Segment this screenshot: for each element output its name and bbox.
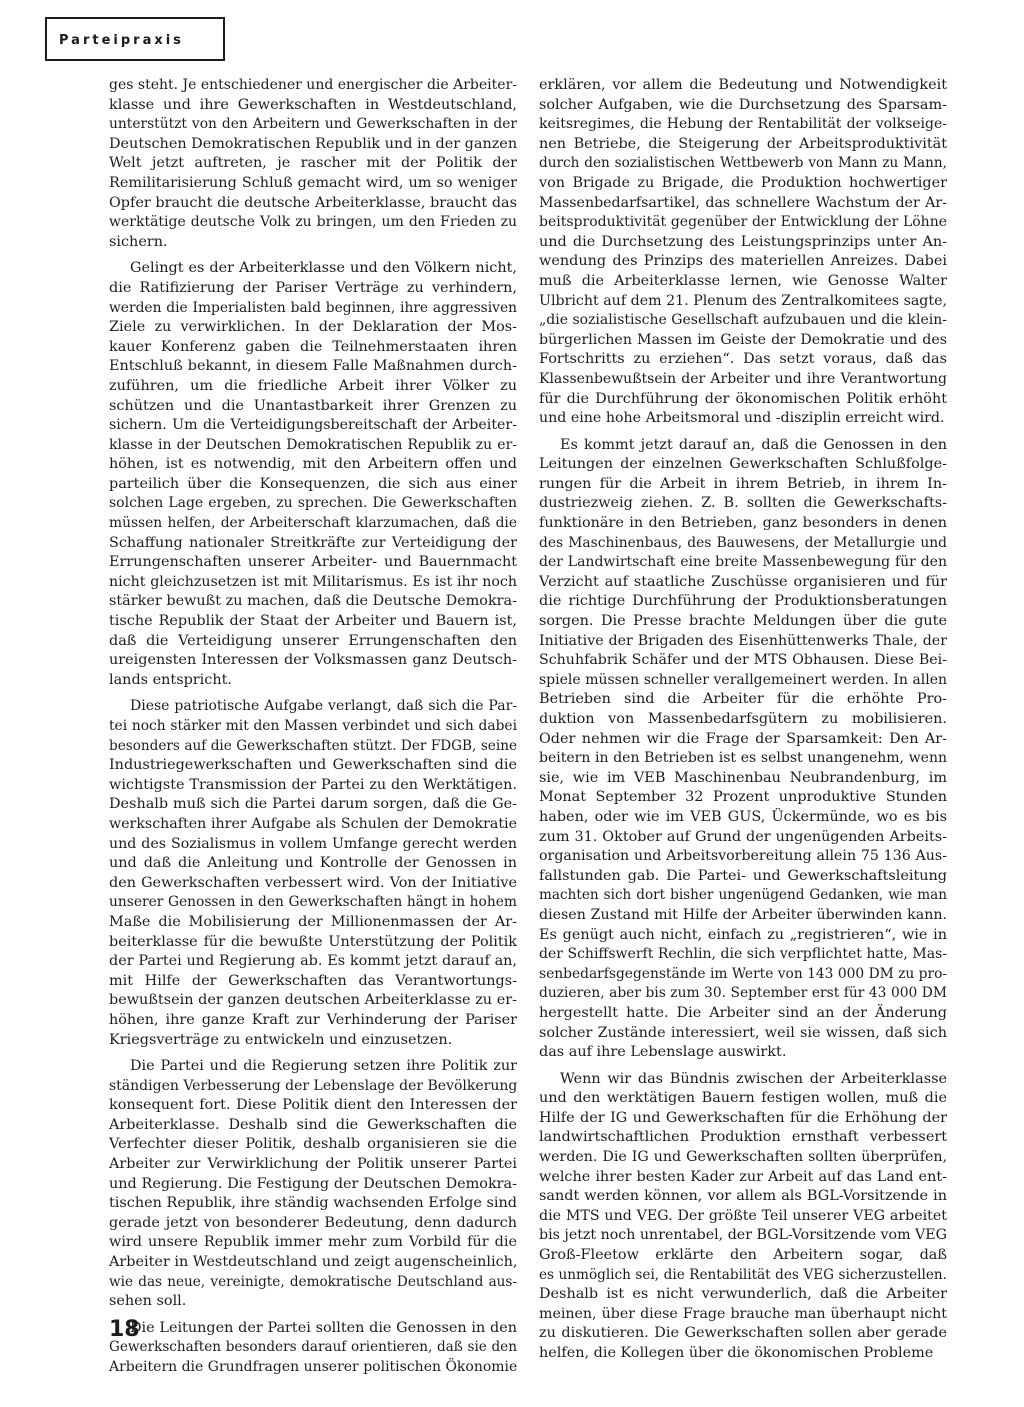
text-line: tei noch stärker mit den Massen verbindet und sich dabei	[109, 718, 517, 734]
text-line: meinen, über diese Frage brauche man überhaupt nicht	[539, 1305, 947, 1322]
text-line: es unmöglich sei, die Rentabilität des VEG sicherzustellen.	[539, 1266, 947, 1283]
text-line: sandt werden können, vor allem als BGL-Vorsitzende in	[539, 1188, 947, 1205]
text-line: beiterklasse für die bewußte Unterstützung der Politik	[109, 933, 517, 950]
text-line: die MTS und VEG. Der größte Teil unserer VEG arbeitet	[539, 1207, 947, 1224]
text-line: der Schiffswerft Rechlin, die sich verpflichtet hatte, Mas-	[539, 946, 947, 963]
section-label: Parteipraxis	[59, 33, 184, 48]
section-header-box	[45, 17, 225, 61]
text-line: das auf ihre Lebenslage auswirkt.	[539, 1044, 787, 1061]
text-line: für die Durchführung der ökonomischen Politik erhöht	[539, 390, 947, 407]
paragraph	[109, 259, 517, 690]
text-line: wichtigste Transmission der Partei zu den Werktätigen.	[109, 776, 517, 793]
text-line: Deshalb ist es nicht verwunderlich, daß die Arbeiter	[539, 1286, 947, 1303]
text-line: Deshalb muß sich die Partei darum sorgen, daß die Ge-	[109, 796, 517, 813]
text-line: tischen Republik, ihre ständig wachsenden Erfolge sind	[109, 1195, 517, 1212]
text-line: machten sich dort bisher ungenügend Gedanken, wie man	[539, 887, 947, 904]
text-line: Monat September 32 Prozent unproduktive Stunden	[539, 789, 947, 806]
text-line: Entschluß bekannt, in diesem Falle Maßnahmen durch-	[109, 358, 517, 375]
paragraph	[109, 697, 517, 1050]
page-number: 18	[109, 1317, 140, 1342]
text-line: duzieren, aber bis zum 30. September erst für 43 000 DM	[539, 985, 947, 1002]
text-line: klasse in der Deutschen Demokratischen Republik zu er-	[109, 436, 517, 453]
text-line: wird unsere Republik immer mehr zum Vorbild für die	[109, 1234, 517, 1251]
text-line: Maße die Mobilisierung der Millionenmassen der Ar-	[109, 913, 517, 930]
text-line: Remilitarisierung Schluß gemacht wird, um so weniger	[109, 174, 517, 191]
text-line: Hilfe der IG und Gewerkschaften für die Erhöhung der	[539, 1109, 947, 1126]
text-line: schützen und die Unantastbarkeit ihrer Grenzen zu	[109, 397, 517, 414]
text-line: klasse und ihre Gewerkschaften in Westdeutschland,	[109, 96, 517, 113]
text-line: lands entspricht.	[109, 671, 232, 688]
paragraph	[539, 1070, 947, 1364]
text-line: Klassenbewußtsein der Arbeiter und ihre Verantwortung	[539, 370, 947, 387]
text-line: gerade jetzt von besonderer Bedeutung, denn dadurch	[109, 1214, 517, 1231]
text-line: und eine hohe Arbeitsmoral und -disziplin erreicht wird.	[539, 410, 945, 427]
text-line: organisation und Arbeitsvorbereitung allein 75 136 Aus-	[539, 848, 947, 865]
text-line: ges steht. Je entschiedener und energischer die Arbeiter-	[109, 77, 517, 93]
text-line: Betrieben sind die Arbeiter für die erhöhte Pro-	[539, 691, 947, 708]
text-line: Arbeiter zur Verwirklichung der Politik unserer Partei	[109, 1156, 517, 1173]
text-line: sie, wie im VEB Maschinenbau Neubrandenburg, im	[539, 769, 947, 786]
text-line: diesen Zustand mit Hilfe der Arbeiter überwinden kann.	[539, 906, 947, 923]
text-line: die richtige Durchführung der Produktionsberatungen	[539, 593, 947, 610]
text-line: Verzicht auf staatliche Zuschüsse organisieren und für	[539, 573, 947, 590]
text-column-left	[109, 76, 517, 1385]
text-line: helfen, die Kollegen über die ökonomischen Probleme	[539, 1345, 934, 1361]
text-line: sichern. Um die Verteidigungsbereitschaft der Arbeiter-	[109, 417, 517, 434]
text-line: Arbeiter in Westdeutschland und zeigt augenscheinlich,	[109, 1254, 517, 1271]
text-line: sichern.	[109, 233, 168, 250]
text-line: Fortschritts zu erziehen“. Das setzt voraus, daß das	[539, 351, 947, 368]
text-line: Massenbedarfsartikel, das schnellere Wachstum der Ar-	[539, 194, 947, 211]
text-line: Gewerkschaften besonders darauf orientieren, daß sie den	[109, 1339, 517, 1356]
text-line: stärker bewußt zu machen, daß die Deutsche Demokra-	[109, 593, 517, 610]
text-line: Es kommt jetzt darauf an, daß die Genossen in den	[560, 436, 947, 453]
text-line: erklären, vor allem die Bedeutung und Notwendigkeit	[539, 77, 947, 93]
text-line: Oder nehmen wir die Frage der Sparsamkeit: Den Ar-	[539, 730, 947, 747]
text-line: dustriezweig ziehen. Z. B. sollten die Gewerkschafts-	[539, 495, 947, 512]
text-line: keitsregimes, die Hebung der Rentabilität der volkseige-	[539, 116, 947, 133]
text-line: duktion von Massenbedarfsgütern zu mobilisieren.	[539, 711, 947, 727]
text-line: zum 31. Oktober auf Grund der ungenügenden Arbeits-	[539, 828, 947, 845]
text-line: Arbeiterklasse. Deshalb sind die Gewerkschaften die	[109, 1116, 517, 1133]
text-line: bis jetzt noch unrentabel, der BGL-Vorsitzende vom VEG	[539, 1227, 947, 1244]
text-line: nicht gleichzusetzen ist mit Militarismus. Es ist ihr noch	[109, 573, 517, 590]
text-line: kauer Konferenz gaben die Teilnehmerstaaten ihren	[109, 338, 517, 355]
text-line: und die Durchsetzung des Leistungsprinzips unter An-	[539, 233, 947, 250]
text-line: bewußtsein der ganzen deutschen Arbeiterklasse zu er-	[109, 992, 517, 1009]
text-line: Kriegsverträge zu entwickeln und einzusetzen.	[109, 1031, 453, 1048]
text-line: rungen für die Arbeit in ihrem Betrieb, in ihrem In-	[539, 475, 947, 492]
text-line: unserer Genossen in den Gewerkschaften hängt in hohem	[109, 894, 517, 911]
text-line: Diese patriotische Aufgabe verlangt, daß sich die Par-	[130, 698, 517, 715]
text-line: und den werktätigen Bauern festigen wollen, muß die	[539, 1090, 947, 1107]
text-line: werktätige deutsche Volk zu bringen, um den Frieden zu	[109, 214, 517, 231]
text-line: wie das neue, vereinigte, demokratische Deutschland aus-	[109, 1273, 517, 1290]
text-line: den Gewerkschaften verbessert wird. Von der Initiative	[109, 874, 517, 891]
text-line: durch den sozialistischen Wettbewerb von Mann zu Mann,	[539, 155, 947, 172]
text-line: solchen Lage ergeben, zu sprechen. Die Gewerkschaften	[109, 495, 517, 512]
text-line: Ziele zu verwirklichen. In der Deklaration der Mos-	[109, 319, 517, 336]
paragraph	[109, 1319, 517, 1378]
paragraph	[109, 76, 517, 252]
paragraph	[539, 76, 947, 429]
text-line: Industriegewerkschaften und Gewerkschaften sind die	[109, 757, 517, 774]
text-line: Die Partei und die Regierung setzen ihre Politik zur	[130, 1058, 517, 1075]
text-line: Groß-Fleetow erklärte den Arbeitern sogar, daß	[539, 1247, 947, 1264]
text-line: landwirtschaftlichen Produktion ernsthaft verbessert	[539, 1129, 947, 1146]
text-line: Schuhfabrik Schäfer und der MTS Obhausen. Diese Bei-	[539, 652, 947, 669]
text-line: die Ratifizierung der Pariser Verträge zu verhindern,	[109, 279, 517, 296]
text-line: wendung des Prinzips des materiellen Anreizes. Dabei	[539, 253, 947, 270]
text-line: Die Leitungen der Partei sollten die Genossen in den	[130, 1319, 517, 1336]
text-line: solcher Aufgaben, wie die Durchsetzung des Sparsam-	[539, 96, 947, 113]
text-line: ständigen Verbesserung der Lebenslage der Bevölkerung	[109, 1077, 517, 1094]
text-line: höhen, ist es notwendig, mit den Arbeitern offen und	[109, 456, 517, 473]
text-line: nen Betriebe, die Steigerung der Arbeitsproduktivität	[539, 135, 947, 152]
text-line: Opfer braucht die deutsche Arbeiterklasse, braucht das	[109, 194, 517, 211]
text-line: unterstützt von den Arbeitern und Gewerkschaften in der	[109, 116, 517, 133]
text-line: Welt jetzt auftreten, je rascher mit der Politik der	[109, 155, 517, 172]
text-line: werden die Imperialisten bald beginnen, ihre aggressiven	[109, 299, 517, 316]
text-line: welche ihrer besten Kader zur Arbeit auf das Land ent-	[539, 1168, 947, 1185]
text-column-right	[539, 76, 947, 1371]
text-line: und Regierung. Die Festigung der Deutschen Demokra-	[109, 1175, 517, 1192]
text-line: mit Hilfe der Gewerkschaften das Verantwortungs-	[109, 972, 517, 989]
text-line: tische Republik der Staat der Arbeiter und Bauern ist,	[109, 613, 517, 630]
text-line: Gelingt es der Arbeiterklasse und den Völkern nicht,	[130, 260, 517, 277]
text-line: bürgerlichen Massen im Geiste der Demokratie und des	[539, 331, 947, 348]
text-line: des Maschinenbaus, des Bauwesens, der Metallurgie und	[539, 534, 947, 551]
text-line: hergestellt hatte. Die Arbeiter sind an der Änderung	[539, 1004, 947, 1021]
text-line: der Landwirtschaft eine breite Massenbewegung für den	[539, 554, 947, 571]
text-line: fallstunden gab. Die Partei- und Gewerkschaftsleitung	[539, 867, 947, 884]
text-line: von Brigade zu Brigade, die Produktion hochwertiger	[539, 174, 947, 191]
text-line: besonders auf die Gewerkschaften stützt. Der FDGB, seine	[109, 737, 517, 754]
text-line: Arbeitern die Grundfragen unserer politischen Ökonomie	[109, 1359, 517, 1375]
text-line: Ulbricht auf dem 21. Plenum des Zentralkomitees sagte,	[539, 292, 947, 309]
text-line: parteilich über die Konsequenzen, die sich aus einer	[109, 475, 517, 492]
text-line: Wenn wir das Bündnis zwischen der Arbeiterklasse	[560, 1070, 947, 1087]
text-line: beitern in den Betrieben ist es selbst unangenehm, wenn	[539, 750, 947, 767]
text-line: Schaffung nationaler Streitkräfte zur Verteidigung der	[109, 534, 517, 551]
text-line: konsequent fort. Diese Politik dient den Interessen der	[109, 1097, 517, 1114]
text-line: Es genügt auch nicht, einfach zu „registrieren“, wie in	[539, 926, 947, 943]
text-line: Errungenschaften unserer Arbeiter- und Bauernmacht	[109, 554, 517, 571]
text-line: senbedarfsgegenstände im Werte von 143 000 DM zu pro-	[539, 965, 947, 982]
text-line: zu diskutieren. Die Gewerkschaften sollen aber gerade	[539, 1325, 947, 1342]
text-line: funktionäre in den Betrieben, ganz besonders in denen	[539, 515, 947, 532]
text-line: solcher Zustände interessiert, weil sie wissen, daß sich	[539, 1024, 947, 1041]
text-line: Deutschen Demokratischen Republik und in der ganzen	[109, 135, 517, 152]
text-line: Initiative der Brigaden des Eisenhüttenwerks Thale, der	[539, 632, 947, 649]
text-line: spiele müssen schneller verallgemeinert werden. In allen	[539, 671, 947, 688]
text-line: müssen helfen, der Arbeiterschaft klarzumachen, daß die	[109, 515, 517, 532]
text-line: und des Sozialismus in vollem Umfange gerecht werden	[109, 835, 517, 852]
text-line: sorgen. Die Presse brachte Meldungen über die gute	[539, 613, 947, 630]
text-line: zuführen, um die friedliche Arbeit ihrer Völker zu	[109, 377, 517, 394]
text-line: daß die Verteidigung unserer Errungenschaften den	[109, 632, 517, 649]
text-line: haben, oder wie im VEB GUS, Ückermünde, wo es bis	[539, 808, 947, 825]
text-line: und daß die Anleitung und Kontrolle der Genossen in	[109, 855, 517, 872]
text-line: „die sozialistische Gesellschaft aufzubauen und die klein-	[539, 312, 947, 329]
text-line: höhen, ihre ganze Kraft zur Verhinderung der Pariser	[109, 1011, 517, 1028]
text-line: Leitungen der einzelnen Gewerkschaften Schlußfolge-	[539, 456, 947, 473]
paragraph	[109, 1057, 517, 1312]
text-line: muß die Arbeiterklasse lernen, wie Genosse Walter	[539, 272, 947, 289]
text-line: beitsproduktivität gegenüber der Entwicklung der Löhne	[539, 214, 947, 231]
text-line: werkschaften ihrer Aufgabe als Schulen der Demokratie	[109, 815, 517, 832]
text-line: ureigensten Interessen der Volksmassen ganz Deutsch-	[109, 652, 517, 669]
text-line: der Partei und Regierung ab. Es kommt jetzt darauf an,	[109, 953, 517, 970]
paragraph	[539, 436, 947, 1063]
text-line: Verfechter dieser Politik, deshalb organisieren sie die	[109, 1136, 517, 1153]
text-line: sehen soll.	[109, 1293, 187, 1310]
text-line: werden. Die IG und Gewerkschaften sollten überprüfen,	[539, 1149, 947, 1166]
